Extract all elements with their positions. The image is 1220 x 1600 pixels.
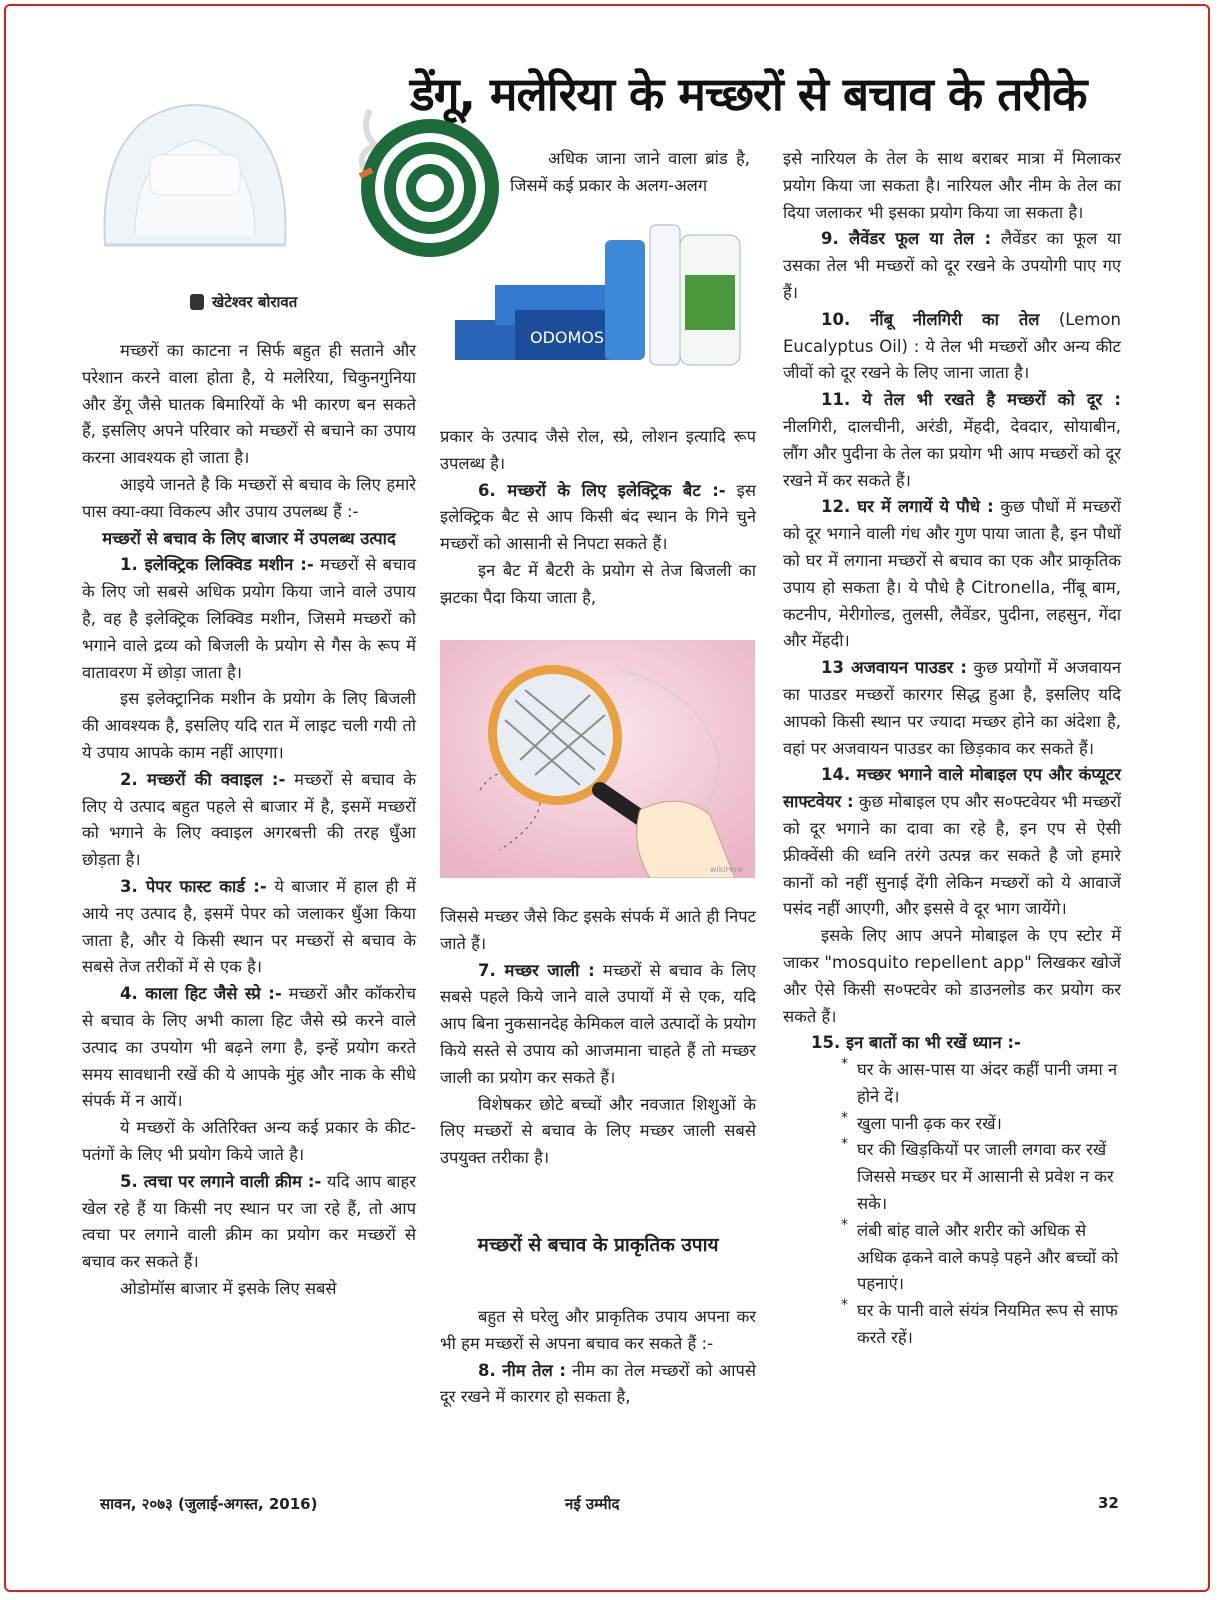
paragraph-text: घर की खिड़कियों पर जाली लगवा कर रखें जिससे मच्छर घर में आसानी से प्रवेश न कर सके। (857, 1140, 1114, 1214)
paragraph (783, 387, 1121, 494)
footer-magazine-name: नई उम्मीद (565, 1495, 620, 1513)
bullet-item (843, 1298, 1121, 1352)
paragraph (510, 146, 750, 200)
paragraph (440, 1304, 756, 1358)
paragraph-text: मच्छरों से बचाव के लिए ये उत्पाद बहुत पहले से बाजार में है, इसमें मच्छरों को भगाने के लिए क्वाइल अगरबत्ती की तरह धुँआ छोड़ता है। (82, 769, 416, 870)
section-heading (82, 526, 416, 553)
paragraph-text: (Lemon Eucalyptus Oil) : ये तेल भी मच्छरों और अन्य कीट जीवों को दूर रखने के लिए जाना जाता है। (783, 309, 1121, 383)
bullet-item (843, 1218, 1121, 1298)
item-heading: 2. मच्छरों की क्वाइल :- (120, 769, 286, 789)
item-heading: 9. लैवेंडर फूल या तेल : (821, 229, 992, 249)
paragraph-text: जिससे मच्छर जैसे किट इसके संपर्क में आते ही निपट जाते हैं। (440, 907, 756, 953)
paragraph (440, 958, 756, 1092)
paragraph-text: ये बाजार में हाल ही में आये नए उत्पाद है, इसमें पेपर को जलाकर धुँआ किया जाता है, और ये किसी स्थान पर मच्छरों से बचाव के सबसे तेज तरीकों में से एक है। (82, 876, 416, 977)
paragraph-text: कुछ प्रयोगों में अजवायन का पाउडर मच्छरों कारगर सिद्ध हुआ है, इसलिए यदि आपको किसी स्थान पर ज्यादा मच्छर होने का अंदेशा है, वहां पर अजवायन पाउडर का छिड़काव कर सकते हैं। (783, 658, 1121, 758)
paragraph-text: मच्छरों से बचाव के प्राकृतिक उपाय (477, 1233, 719, 1256)
item-heading: 11. ये तेल भी रखते है मच्छरों को दूर : (821, 390, 1121, 410)
paragraph-text: इन बैट में बैटरी के प्रयोग से तेज बिजली का झटका पैदा किया जाता है, (440, 560, 756, 607)
paragraph-text: मच्छरों का काटना न सिर्फ बहुत ही सताने और परेशान करने वाला होता है, ये मलेरिया, चिकुनगुनिया और डेंगू जैसे घातक बिमारियों के भी कारण बन सकते हैं, इसलिए अपने परिवार को मच्छरों से बचाने का उपाय करना आवश्यक हो जाता है। (82, 341, 416, 468)
article-title: डेंगू, मलेरिया के मच्छरों से बचाव के तरीके (410, 67, 1087, 121)
paragraph (783, 494, 1121, 655)
author-name: खेटेश्वर बोरावत (212, 293, 298, 311)
paragraph-text: आइये जानते है कि मच्छरों से बचाव के लिए हमारे पास क्या-क्या विकल्प और उपाय उपलब्ध हैं :- (82, 474, 416, 521)
item-heading: 7. मच्छर जाली : (478, 960, 595, 980)
paragraph-text: लैवेंडर का फूल या उसका तेल भी मच्छरों को दूर रखने के उपयोगी पाए गए हैं। (783, 229, 1121, 302)
paragraph-text: अधिक जाना जाने वाला ब्रांड है, जिसमें कई प्रकार के अलग-अलग (510, 149, 750, 195)
watermark: wikiHow (710, 865, 744, 874)
bullet-item (843, 1111, 1121, 1138)
paragraph-text: मच्छरों से बचाव के लिए सबसे पहले किये जाने वाले उपायों में से एक, यदि आप बिना नुकसानदेह केमिकल वाले उत्पादों के प्रयोग किये सस्ते से उपाय को आजमाना चाहते हैं तो मच्छर जाली का प्रयोग कर सकते हैं। (440, 960, 757, 1087)
paragraph (82, 472, 416, 526)
footer-issue: सावन, २०७३ (जुलाई-अगस्त, 2016) (100, 1495, 318, 1513)
bullet-item (843, 1137, 1121, 1217)
paragraph-text: नीम का तेल मच्छरों को आपसे दूर रखने में कारगर हो सकता है, (440, 1360, 756, 1407)
paragraph-text: घर के पानी वाले संयंत्र नियमित रूप से साफ करते रहें। (857, 1301, 1118, 1348)
paragraph-text: कुछ पौधों में मच्छरों को दूर भगाने वाली गंध और गुण पाया जाता है, इन पौधों को घर में लगाना मच्छरों से बचाव का एक और प्राकृतिक उपाय हो सकता है। ये पौधे है Citronella, नींबू बाम, कटनीप, मेरीगोल्ड, तुलसी, लैवेंडर, पुदीना, लहसुन, गेंदा और मेंहदी। (783, 497, 1121, 651)
item-heading: 12. घर में लगायें ये पौधे : (821, 497, 994, 517)
paragraph (783, 226, 1121, 306)
paragraph-text: इस इलेक्ट्रानिक मशीन के प्रयोग के लिए बिजली की आवश्यक है, इसलिए यदि रात में लाइट चली गयी तो ये उपाय आपके काम नहीं आएगा। (82, 689, 416, 762)
paragraph-text: इस इलेक्ट्रिक बैट से आप किसी बंद स्थान के गिने चुने मच्छरों को आसानी से निपटा सकते हैं। (440, 480, 756, 554)
item-heading: 4. काला हिट जैसे स्प्रे :- (120, 984, 282, 1004)
paragraph (82, 686, 416, 766)
paragraph (783, 762, 1121, 923)
bullet-item (843, 1057, 1121, 1111)
svg-text:ODOMOS: ODOMOS (530, 328, 605, 347)
column-2-top (510, 146, 750, 200)
author-byline (190, 292, 297, 312)
paragraph-text: इसके लिए आप अपने मोबाइल के एप स्टोर में जाकर "mosquito repellent app" लिखकर खोजें और ऐसे किसी स०फ्टवेर को डाउनलोड कर प्रयोग कर सकते हैं। (783, 926, 1121, 1026)
paragraph (783, 655, 1121, 762)
paragraph-text: मच्छरों से बचाव के लिए बाजार में उपलब्ध उत्पाद (102, 528, 396, 548)
paragraph (783, 1030, 1121, 1057)
column-2-middle (440, 424, 756, 612)
paragraph (82, 1115, 416, 1169)
item-heading: 6. मच्छरों के लिए इलेक्ट्रिक बैट :- (478, 480, 726, 500)
paragraph (82, 1276, 416, 1303)
paragraph (783, 307, 1121, 387)
column-2-bottom (440, 904, 756, 1411)
paragraph (440, 558, 756, 612)
electric-racket-image (440, 640, 755, 878)
paragraph-text: यदि आप बाहर खेल रहे हैं या किसी नए स्थान पर जा रहे हैं, तो आप त्वचा पर लगाने वाली क्रीम का प्रयोग कर मच्छरों से बचाव कर सकते हैं। (82, 1171, 416, 1272)
paragraph (82, 552, 416, 686)
item-heading: 5. त्वचा पर लगाने वाली क्रीम :- (120, 1171, 322, 1191)
paragraph-text: बहुत से घरेलु और प्राकृतिक उपाय अपना कर भी हम मच्छरों से अपना बचाव कर सकते हैं :- (440, 1306, 756, 1353)
paragraph (82, 874, 416, 981)
paragraph-text: घर के आस-पास या अंदर कहीं पानी जमा न होने दें। (857, 1060, 1118, 1106)
paragraph-text: ये मच्छरों के अतिरिक्त अन्य कई प्रकार के कीट-पतंगों के लिए भी प्रयोग किये जाते है। (82, 1118, 416, 1164)
paragraph-text: खुला पानी ढ़क कर रखें। (857, 1113, 1002, 1133)
item-heading: 1. इलेक्ट्रिक लिक्विड मशीन :- (120, 555, 314, 575)
paragraph (783, 923, 1121, 1030)
paragraph (440, 424, 756, 478)
paragraph (82, 767, 416, 874)
item-heading: 10. नींबू नीलगिरी का तेल (821, 309, 1040, 329)
paragraph-text: इसे नारियल के तेल के साथ बराबर मात्रा में मिलाकर प्रयोग किया जा सकता है। नारियल और नीम के तेल का दिया जलाकर भी इसका प्रयोग किया जा सकता है। (783, 149, 1121, 222)
paragraph (440, 478, 756, 558)
paragraph (783, 146, 1121, 226)
paragraph-text: प्रकार के उत्पाद जैसे रोल, स्प्रे, लोशन इत्यादि रूप उपलब्ध है। (440, 427, 756, 473)
paragraph-text: कुछ मोबाइल एप और स०फ्टवेयर भी मच्छरों को दूर भगाने का दावा का रहे है, इन एप से ऐसी फ्रीक्वेंसी की ध्वनि तरंगे उत्पन्न कर सकते है जो हमारे कानों को नहीं सुनाई देंगी लेकिन मच्छरों को ये आवाजें पसंद नहीं आएगी, और इससे वे दूर भाग जायेंगे। (783, 792, 1122, 919)
paragraph-text: नीलगिरी, दालचीनी, अरंडी, मेंहदी, देवदार, सोयाबीन, लौंग और पुदीना के तेल का प्रयोग भी आप मच्छरों को दूर रखने में कर सकते हैं। (783, 416, 1121, 490)
item-heading: 13 अजवायन पाउडर : (821, 658, 967, 678)
mosquito-net-image (95, 95, 295, 260)
paragraph (82, 1169, 416, 1276)
paragraph-text: मच्छरों और कॉकरोच से बचाव के लिए अभी काला हिट जैसे स्प्रे करने वाले उत्पाद का उपयोग भी बढ़ने लगा है, इन्हें प्रयोग करते समय सावधानी रखें की ये आपके मुंह और नाक के सीधे संपर्क में न आयें। (82, 984, 416, 1111)
paragraph-text: मच्छरों से बचाव के लिए जो सबसे अधिक प्रयोग किया जाने वाले उपाय है, वह है इलेक्ट्रिक लिक्विड मशीन, जिसमे मच्छरों को भगाने वाले द्रव्य को बिजली के प्रयोग से गैस के रूप में वातावरण में छोड़ा जाता है। (82, 555, 416, 682)
paragraph (440, 1358, 756, 1412)
section-heading (440, 1232, 756, 1258)
odomos-products-image (455, 215, 750, 385)
item-heading: 3. पेपर फास्ट कार्ड :- (120, 876, 267, 896)
column-1 (82, 338, 416, 1303)
paragraph (440, 1092, 756, 1172)
paragraph (82, 338, 416, 472)
item-heading: 15. इन बातों का भी रखें ध्यान :- (811, 1033, 1021, 1053)
item-heading: 14. मच्छर भगाने वाले मोबाइल एप और कंप्यूटर साफ्टवेयर : (783, 765, 1121, 812)
paragraph (440, 904, 756, 958)
paragraph-text: विशेषकर छोटे बच्चों और नवजात शिशुओं के लिए मच्छरों से बचाव के लिए मच्छर जाली सबसे उपयुक्त तरीका है। (440, 1094, 756, 1168)
column-3 (783, 146, 1121, 1352)
item-heading: 8. नीम तेल : (478, 1360, 566, 1380)
paragraph (82, 981, 416, 1115)
bullet-square-icon (190, 294, 204, 310)
paragraph-text: लंबी बांह वाले और शरीर को अधिक से अधिक ढ़कने वाले कपड़े पहने और बच्चों को पहनाएं। (857, 1220, 1119, 1294)
footer-page-number: 32 (1098, 1494, 1119, 1512)
paragraph-text: ओडोमॉस बाजार में इसके लिए सबसे (120, 1278, 337, 1298)
